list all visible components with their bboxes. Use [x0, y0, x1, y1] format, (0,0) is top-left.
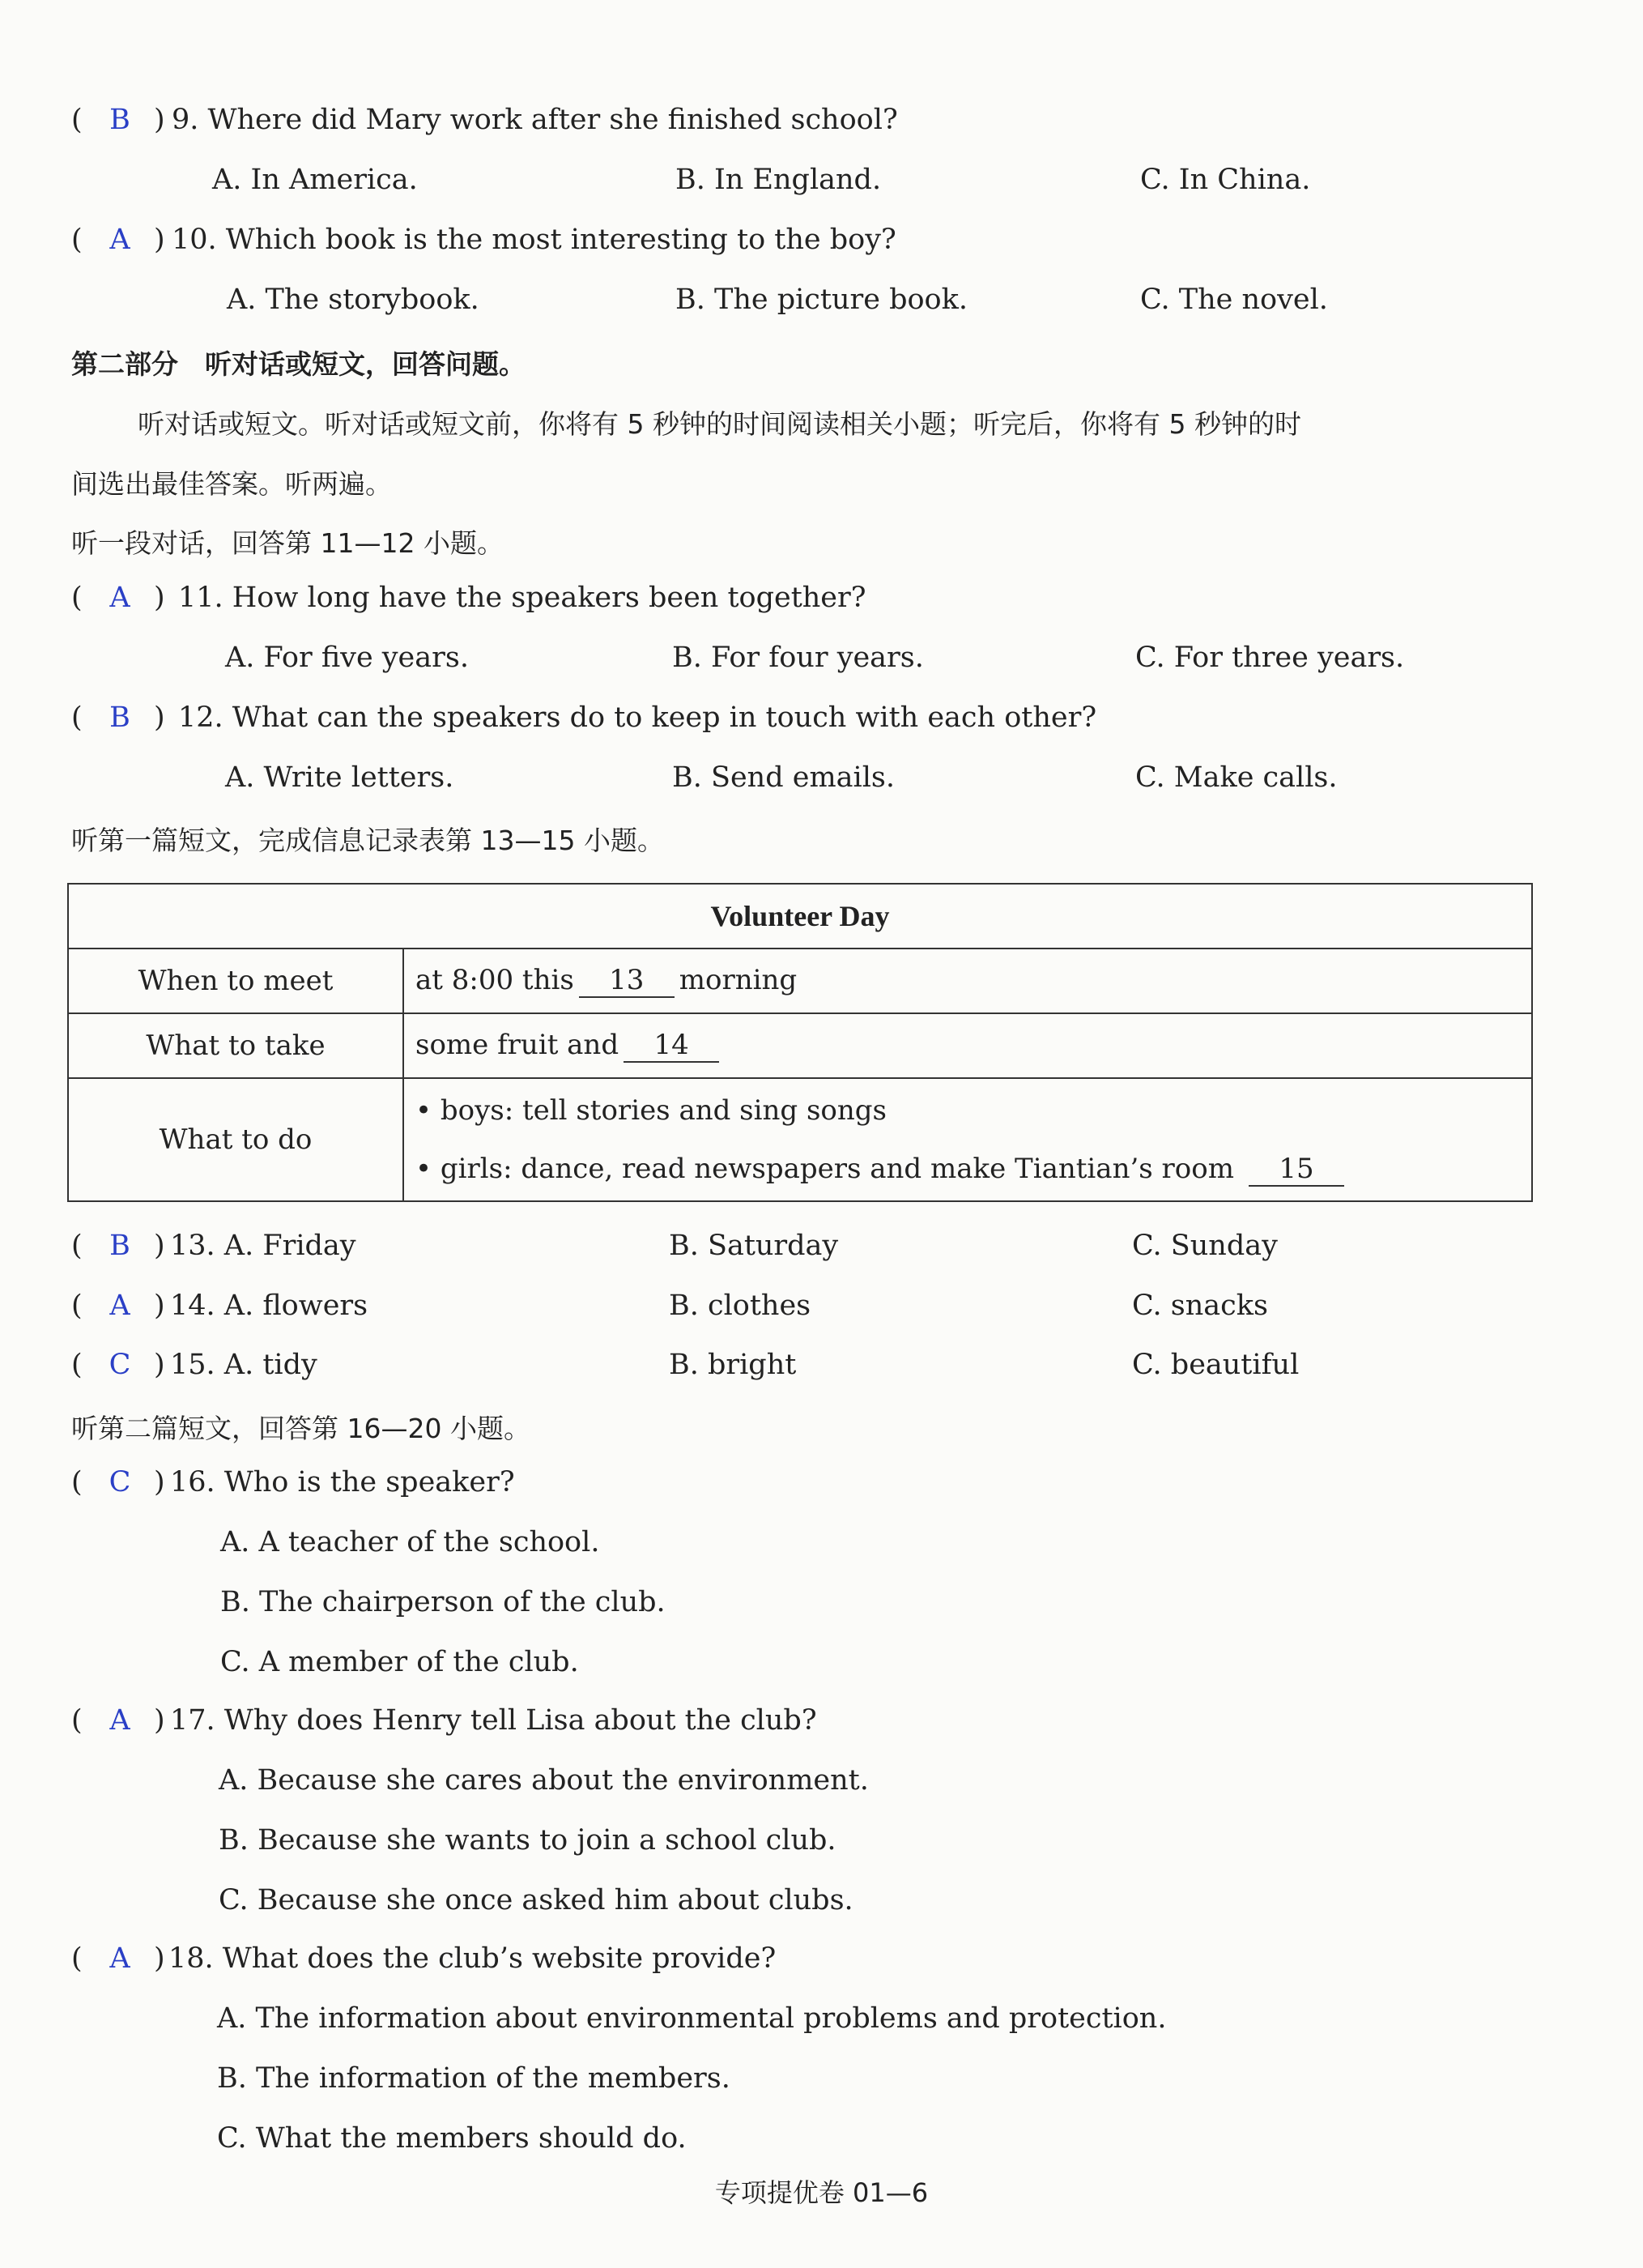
- table-row: [68, 949, 1532, 1013]
- option-b: B. The chairperson of the club.: [220, 1586, 666, 1618]
- option-a: A. For five years.: [225, 642, 469, 674]
- row-content: [403, 1078, 1532, 1201]
- question-10: [0, 224, 1643, 272]
- row-label: What to take: [68, 1013, 403, 1078]
- paren-close: ): [154, 701, 165, 734]
- question-stem: 9. Where did Mary work after she finished school?: [172, 104, 898, 136]
- paren-open: (: [71, 1466, 83, 1498]
- option-c: C. For three years.: [1135, 642, 1405, 674]
- table-row: [68, 1078, 1532, 1201]
- paren-open: (: [71, 1349, 83, 1381]
- section-heading: 第二部分 听对话或短文，回答问题。: [71, 348, 526, 380]
- option-b: B. Saturday: [669, 1230, 839, 1262]
- paren-close: ): [154, 1290, 165, 1322]
- option-c: C. In China.: [1140, 164, 1311, 196]
- paren-open: (: [71, 1942, 83, 1975]
- question-17: [0, 1704, 1643, 1753]
- answer-letter: C: [109, 1349, 131, 1381]
- dialogue-intro: 听一段对话，回答第 11—12 小题。: [71, 527, 504, 559]
- question-16: [0, 1466, 1643, 1515]
- question-18: [0, 1942, 1643, 1991]
- question-stem: 17. Why does Henry tell Lisa about the club?: [170, 1704, 817, 1737]
- row-text: morning: [679, 964, 798, 996]
- option-b: B. The picture book.: [675, 284, 968, 316]
- paren-open: (: [71, 1230, 83, 1262]
- answer-letter: A: [109, 1704, 130, 1737]
- paren-open: (: [71, 224, 83, 256]
- question-11-options: [0, 642, 1643, 690]
- question-stem: 15. A. tidy: [170, 1349, 317, 1381]
- row-label: When to meet: [68, 949, 403, 1013]
- answer-letter: B: [109, 104, 130, 136]
- question-9: [0, 104, 1643, 152]
- question-stem: 12. What can the speakers do to keep in touch with each other?: [178, 701, 1097, 734]
- blank-14: 14: [624, 1029, 719, 1063]
- passage1-intro: 听第一篇短文，完成信息记录表第 13—15 小题。: [71, 825, 664, 856]
- question-stem: 13. A. Friday: [170, 1230, 356, 1262]
- paren-open: (: [71, 104, 83, 136]
- row-content: [403, 949, 1532, 1013]
- passage2-intro: 听第二篇短文，回答第 16—20 小题。: [71, 1413, 530, 1444]
- row-content: [403, 1013, 1532, 1078]
- paren-open: (: [71, 1290, 83, 1322]
- question-13: [0, 1230, 1643, 1278]
- option-c: C. Sunday: [1132, 1230, 1278, 1262]
- paren-open: (: [71, 582, 83, 614]
- answer-letter: A: [109, 582, 130, 614]
- option-a: A. The storybook.: [227, 284, 479, 316]
- paren-close: ): [154, 224, 165, 256]
- option-a: A. A teacher of the school.: [220, 1526, 600, 1558]
- paren-close: ): [154, 1349, 165, 1381]
- row-label: What to do: [68, 1078, 403, 1201]
- question-15: [0, 1349, 1643, 1397]
- option-a: A. The information about environmental problems and protection.: [217, 2002, 1167, 2035]
- option-b: B. For four years.: [672, 642, 924, 674]
- question-11: [0, 582, 1643, 630]
- answer-letter: A: [109, 1942, 130, 1975]
- question-14: [0, 1290, 1643, 1338]
- question-stem: 18. What does the club’s website provide?: [168, 1942, 777, 1975]
- option-b: B. Send emails.: [672, 761, 895, 794]
- option-b: B. bright: [669, 1349, 797, 1381]
- section-instruction-2: 间选出最佳答案。听两遍。: [71, 468, 392, 500]
- question-stem: 10. Which book is the most interesting to the boy?: [172, 224, 896, 256]
- paren-open: (: [71, 701, 83, 734]
- bullet-girls: [415, 1140, 1520, 1198]
- paren-close: ): [154, 1230, 165, 1262]
- option-c: C. Make calls.: [1135, 761, 1338, 794]
- paren-close: ): [154, 582, 165, 614]
- question-9-options: [0, 164, 1643, 212]
- option-b: B. In England.: [675, 164, 882, 196]
- table-row: [68, 1013, 1532, 1078]
- section-instruction-1: 听对话或短文。听对话或短文前，你将有 5 秒钟的时间阅读相关小题；听完后，你将有 5 秒钟的时: [138, 408, 1301, 440]
- table-title: Volunteer Day: [68, 884, 1532, 949]
- question-10-options: [0, 284, 1643, 332]
- paren-close: ): [154, 1942, 165, 1975]
- paren-close: ): [154, 1704, 165, 1737]
- blank-13: 13: [579, 964, 675, 998]
- answer-letter: C: [109, 1466, 131, 1498]
- question-12: [0, 701, 1643, 750]
- answer-letter: A: [109, 224, 130, 256]
- question-stem: 11. How long have the speakers been together?: [178, 582, 866, 614]
- blank-15: 15: [1249, 1153, 1344, 1187]
- option-a: A. In America.: [212, 164, 418, 196]
- option-a: A. Because she cares about the environment.: [219, 1764, 869, 1797]
- option-c: C. snacks: [1132, 1290, 1268, 1322]
- paren-close: ): [154, 104, 165, 136]
- bullet-boys: • boys: tell stories and sing songs: [415, 1094, 887, 1127]
- answer-letter: B: [109, 701, 130, 734]
- answer-letter: A: [109, 1290, 130, 1322]
- question-stem: 16. Who is the speaker?: [170, 1466, 515, 1498]
- row-text: at 8:00 this: [415, 964, 574, 996]
- answer-letter: B: [109, 1230, 130, 1262]
- paren-open: (: [71, 1704, 83, 1737]
- option-c: C. beautiful: [1132, 1349, 1300, 1381]
- option-a: A. Write letters.: [225, 761, 454, 794]
- row-text: some fruit and: [415, 1029, 619, 1061]
- option-c: C. Because she once asked him about clubs.: [219, 1884, 853, 1916]
- option-b: B. Because she wants to join a school club.: [219, 1824, 836, 1857]
- option-b: B. clothes: [669, 1290, 811, 1322]
- paren-close: ): [154, 1466, 165, 1498]
- volunteer-day-table: [67, 883, 1533, 1202]
- option-c: C. What the members should do.: [217, 2122, 687, 2155]
- table-title-row: [68, 884, 1532, 949]
- option-c: C. The novel.: [1140, 284, 1328, 316]
- row-text: • girls: dance, read newspapers and make Tiantian’s room: [415, 1153, 1234, 1185]
- question-12-options: [0, 761, 1643, 810]
- option-b: B. The information of the members.: [217, 2062, 730, 2095]
- question-stem: 14. A. flowers: [170, 1290, 368, 1322]
- option-c: C. A member of the club.: [220, 1646, 579, 1678]
- page-footer: 专项提优卷 01—6: [714, 2177, 929, 2208]
